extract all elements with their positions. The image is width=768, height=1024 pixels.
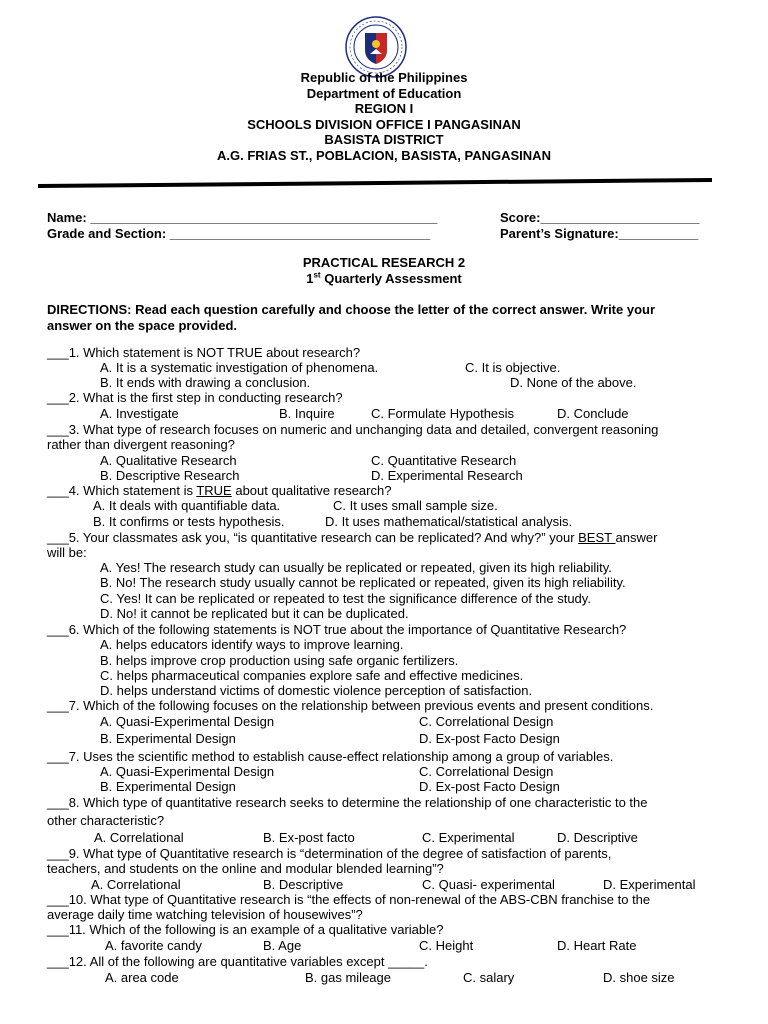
q11-option-c: C. Height [419, 938, 474, 953]
q9-option-c: C. Quasi- experimental [422, 877, 555, 892]
q2-option-d: D. Conclude [557, 406, 629, 421]
q7a-option-b: B. Experimental Design [100, 731, 236, 746]
q3-stem-line2: rather than divergent reasoning? [47, 437, 235, 452]
header-division: SCHOOLS DIVISION OFFICE I PANGASINAN [247, 117, 521, 132]
subject-title: PRACTICAL RESEARCH 2 [302, 255, 466, 270]
q5-option-d: D. No! it cannot be replicated but it can be duplicated. [100, 606, 409, 621]
directions-line1: DIRECTIONS: Read each question carefully and choose the letter of the correct answer. Write your [47, 302, 656, 317]
name-field: Name: ________________________________________________ [47, 210, 438, 225]
header-divider [38, 178, 712, 188]
q5-option-b: B. No! The research study usually cannot be replicated or repeated, given its high reliability. [100, 575, 626, 590]
q5-stem-post: answer [615, 530, 658, 545]
q1-stem: ___1. Which statement is NOT TRUE about research? [47, 345, 361, 360]
header-district: BASISTA DISTRICT [324, 132, 444, 147]
q10-stem-line2: average daily time watching television of housewives”? [47, 907, 363, 922]
q1-option-d: D. None of the above. [510, 375, 637, 390]
seal-icon [345, 16, 407, 78]
q3-option-a: A. Qualitative Research [100, 453, 237, 468]
q5-option-a: A. Yes! The research study can usually be replicated or repeated, given its high reliability. [100, 560, 612, 575]
q3-stem-line1: ___3. What type of research focuses on numeric and unchanging data and detailed, convergent reasoning [47, 422, 659, 437]
q11-option-b: B. Age [263, 938, 302, 953]
header-address: A.G. FRIAS ST., POBLACION, BASISTA, PANGASINAN [217, 148, 551, 163]
q8-option-a: A. Correlational [94, 830, 184, 845]
q4-option-c: C. It uses small sample size. [333, 498, 498, 513]
grade-section-field: Grade and Section: ____________________________________ [47, 226, 431, 241]
q7b-stem: ___7. Uses the scientific method to establish cause-effect relationship among a group of variables. [47, 749, 614, 764]
q7a-option-d: D. Ex-post Facto Design [419, 731, 560, 746]
q9-stem-line1: ___9. What type of Quantitative research is “determination of the degree of satisfaction of parents, [47, 846, 612, 861]
q7b-option-b: B. Experimental Design [100, 779, 236, 794]
q7b-option-c: C. Correlational Design [419, 764, 554, 779]
q8-stem-line2: other characteristic? [47, 813, 165, 828]
q7a-stem: ___7. Which of the following focuses on the relationship between previous events and present conditions. [47, 698, 654, 713]
q8-option-c: C. Experimental [422, 830, 515, 845]
assessment-title [0, 271, 768, 286]
q9-stem-line2: teachers, and students on the online and modular blended learning”? [47, 861, 444, 876]
header-department: Department of Education [306, 86, 462, 101]
assessment-num: 1 [306, 271, 314, 286]
q7a-option-a: A. Quasi-Experimental Design [100, 714, 275, 729]
q6-option-b: B. helps improve crop production using safe organic fertilizers. [100, 653, 459, 668]
q11-option-d: D. Heart Rate [557, 938, 637, 953]
q6-option-c: C. helps pharmaceutical companies explore safe and effective medicines. [100, 668, 524, 683]
q12-stem: ___12. All of the following are quantitative variables except _____. [47, 954, 428, 969]
q1-option-a: A. It is a systematic investigation of phenomena. [100, 360, 379, 375]
header-republic: Republic of the Philippines [300, 70, 468, 85]
q4-stem [47, 483, 391, 498]
q11-option-a: A. favorite candy [105, 938, 202, 953]
q5-stem-line2: will be: [47, 545, 87, 560]
q11-stem: ___11. Which of the following is an example of a qualitative variable? [47, 922, 444, 937]
q4-stem-pre: ___4. Which statement is [47, 483, 197, 498]
q5-stem-line1 [47, 530, 657, 545]
q1-option-c: C. It is objective. [465, 360, 561, 375]
q6-stem: ___6. Which of the following statements is NOT true about the importance of Quantitative Research? [47, 622, 627, 637]
q4-option-d: D. It uses mathematical/statistical analysis. [325, 514, 573, 529]
q9-option-b: B. Descriptive [263, 877, 344, 892]
q2-option-b: B. Inquire [279, 406, 335, 421]
q12-option-d: D. shoe size [603, 970, 675, 985]
q4-stem-post: about qualitative research? [231, 483, 392, 498]
q7b-option-a: A. Quasi-Experimental Design [100, 764, 275, 779]
score-field: Score:______________________ [500, 210, 700, 225]
q12-option-a: A. area code [105, 970, 179, 985]
parent-signature-field: Parent’s Signature:___________ [500, 226, 699, 241]
q12-option-c: C. salary [463, 970, 515, 985]
q9-option-d: D. Experimental [603, 877, 696, 892]
q3-option-b: B. Descriptive Research [100, 468, 240, 483]
q2-stem: ___2. What is the first step in conducting research? [47, 390, 343, 405]
q5-stem-pre: ___5. Your classmates ask you, “is quantitative research can be replicated? And why?” your [47, 530, 579, 545]
directions-line2: answer on the space provided. [47, 318, 237, 333]
q4-option-a: A. It deals with quantifiable data. [93, 498, 281, 513]
q9-option-a: A. Correlational [91, 877, 181, 892]
assessment-rest: Quarterly Assessment [320, 271, 462, 286]
q1-option-b: B. It ends with drawing a conclusion. [100, 375, 311, 390]
assessment-sup: st [313, 270, 321, 280]
q2-option-c: C. Formulate Hypothesis [371, 406, 515, 421]
q5-stem-emphasis: BEST [578, 530, 616, 545]
q6-option-a: A. helps educators identify ways to improve learning. [100, 637, 404, 652]
q8-stem-line1: ___8. Which type of quantitative research seeks to determine the relationship of one characteristic to the [47, 795, 648, 810]
q8-option-b: B. Ex-post facto [263, 830, 355, 845]
q3-option-c: C. Quantitative Research [371, 453, 517, 468]
q7a-option-c: C. Correlational Design [419, 714, 554, 729]
q5-option-c: C. Yes! It can be replicated or repeated to test the significance difference of the study. [100, 591, 591, 606]
q7b-option-d: D. Ex-post Facto Design [419, 779, 560, 794]
q10-stem-line1: ___10. What type of Quantitative research is “the effects of non-renewal of the ABS-CBN franchise to the [47, 892, 651, 907]
q6-option-d: D. helps understand victims of domestic violence perception of satisfaction. [100, 683, 533, 698]
q4-option-b: B. It confirms or tests hypothesis. [93, 514, 285, 529]
q2-option-a: A. Investigate [100, 406, 179, 421]
q12-option-b: B. gas mileage [305, 970, 391, 985]
q4-stem-emphasis: TRUE [196, 483, 232, 498]
q8-option-d: D. Descriptive [557, 830, 638, 845]
header-region: REGION I [354, 101, 414, 116]
q3-option-d: D. Experimental Research [371, 468, 523, 483]
